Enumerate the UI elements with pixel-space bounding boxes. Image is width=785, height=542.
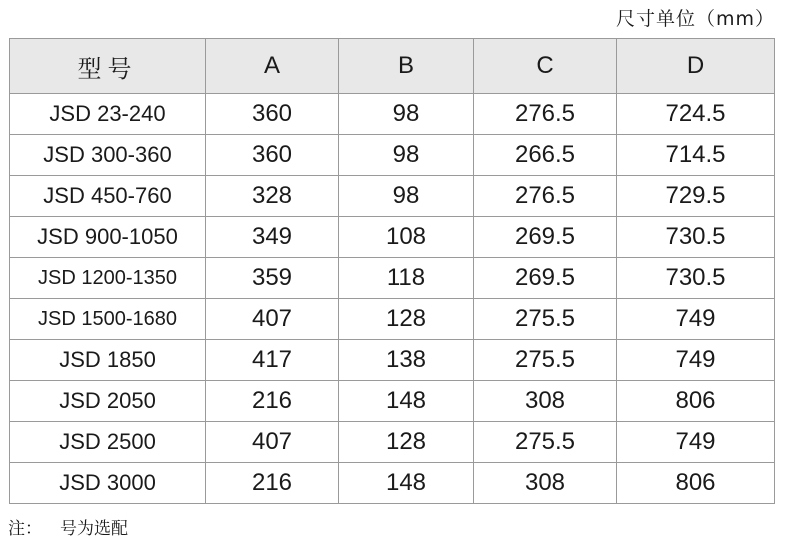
table-row	[10, 422, 775, 463]
cell-d: 806	[617, 381, 775, 422]
cell-d: 749	[617, 422, 775, 463]
header-row	[10, 39, 775, 94]
table-row	[10, 463, 775, 504]
table-row	[10, 217, 775, 258]
cell-a: 328	[206, 176, 339, 217]
cell-d: 730.5	[617, 217, 775, 258]
cell-c: 308	[474, 463, 617, 504]
cell-c: 269.5	[474, 258, 617, 299]
cell-model: JSD 1850	[10, 340, 206, 381]
cell-c: 276.5	[474, 94, 617, 135]
cell-a: 407	[206, 299, 339, 340]
header-model: 型号	[10, 39, 206, 94]
table-row	[10, 381, 775, 422]
cell-c: 275.5	[474, 340, 617, 381]
spec-table	[9, 38, 775, 504]
cell-model: JSD 2500	[10, 422, 206, 463]
table-row	[10, 135, 775, 176]
cell-a: 360	[206, 94, 339, 135]
cell-b: 108	[339, 217, 474, 258]
cell-b: 128	[339, 299, 474, 340]
cell-b: 128	[339, 422, 474, 463]
cell-b: 148	[339, 463, 474, 504]
cell-a: 417	[206, 340, 339, 381]
cell-d: 806	[617, 463, 775, 504]
header-b: B	[339, 39, 474, 94]
footnote-label: 注：	[8, 519, 42, 539]
header-c: C	[474, 39, 617, 94]
footnote-text: 号为选配	[60, 519, 128, 539]
cell-model: JSD 23-240	[10, 94, 206, 135]
cell-c: 275.5	[474, 299, 617, 340]
cell-b: 98	[339, 94, 474, 135]
cell-c: 266.5	[474, 135, 617, 176]
cell-a: 407	[206, 422, 339, 463]
cell-a: 216	[206, 463, 339, 504]
table-row	[10, 94, 775, 135]
cell-c: 308	[474, 381, 617, 422]
cell-d: 714.5	[617, 135, 775, 176]
cell-b: 148	[339, 381, 474, 422]
cell-d: 749	[617, 299, 775, 340]
cell-model: JSD 300-360	[10, 135, 206, 176]
cell-d: 730.5	[617, 258, 775, 299]
table-row	[10, 176, 775, 217]
cell-c: 275.5	[474, 422, 617, 463]
cell-model: JSD 3000	[10, 463, 206, 504]
cell-model: JSD 1200-1350	[10, 258, 206, 299]
cell-d: 749	[617, 340, 775, 381]
cell-b: 98	[339, 135, 474, 176]
footnote	[8, 514, 128, 539]
cell-model: JSD 450-760	[10, 176, 206, 217]
cell-c: 269.5	[474, 217, 617, 258]
cell-model: JSD 1500-1680	[10, 299, 206, 340]
cell-model: JSD 900-1050	[10, 217, 206, 258]
cell-d: 729.5	[617, 176, 775, 217]
cell-a: 359	[206, 258, 339, 299]
table-row	[10, 299, 775, 340]
cell-b: 138	[339, 340, 474, 381]
table-row	[10, 340, 775, 381]
cell-c: 276.5	[474, 176, 617, 217]
cell-a: 360	[206, 135, 339, 176]
header-a: A	[206, 39, 339, 94]
cell-b: 118	[339, 258, 474, 299]
cell-d: 724.5	[617, 94, 775, 135]
header-d: D	[617, 39, 775, 94]
cell-b: 98	[339, 176, 474, 217]
unit-label: 尺寸单位（mm）	[615, 8, 775, 30]
table-row	[10, 258, 775, 299]
cell-a: 349	[206, 217, 339, 258]
cell-model: JSD 2050	[10, 381, 206, 422]
cell-a: 216	[206, 381, 339, 422]
